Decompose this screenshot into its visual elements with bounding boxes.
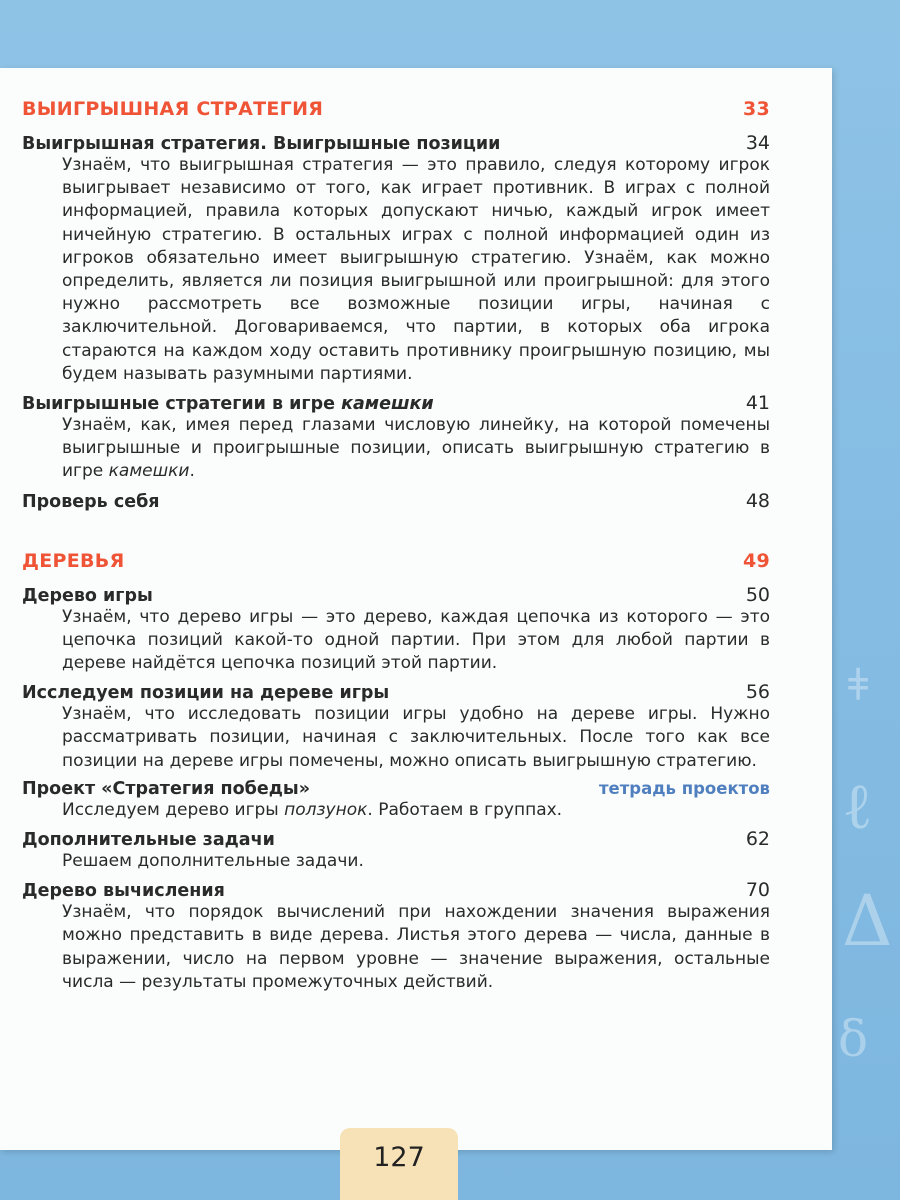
entry-description: Решаем дополнительные задачи. [62,851,364,872]
toc-entry [22,132,770,154]
entry-page: 34 [745,132,770,154]
toc-entry [22,779,770,799]
entry-title: Проект «Стратегия победы» [22,778,311,799]
page-number-badge [340,1128,458,1200]
table-of-contents [22,98,770,994]
entry-title: Выигрышные стратегии в игре камешки [22,394,434,415]
entry-title: Проверь себя [22,491,160,512]
entry-description: Узнаём, что дерево игры — это дерево, каждая цепочка из которого — это цепочка позиций какой-то одной партии. При этом для любой партии в дереве найдётся цепочка позиций этой партии. [62,606,770,674]
entry-title: Дерево игры [22,585,153,606]
section-title: ДЕРЕВЬЯ [22,549,125,572]
entry-description: Узнаём, что исследовать позиции игры удобно на дереве игры. Нужно рассматривать позиции, начиная с заключительных. После того как все позиции на дереве игры помечены, можно описать выигрышную стратегию. [62,704,770,771]
entry-page: 62 [745,828,770,851]
entry-title: Выигрышная стратегия. Выигрышные позиции [22,134,501,154]
entry-page: 50 [745,583,770,606]
entry-title: Дерево вычисления [22,881,225,902]
entry-description: Узнаём, как, имея перед глазами числовую линейку, на которой помечены выигрышные и проигрышные позиции, описать выигрышную стратегию в игре камешки. [62,415,770,482]
page-number: 127 [373,1142,425,1173]
contents-page [0,68,832,1150]
entry-page: тетрадь проектов [598,778,770,798]
toc-entry [22,584,770,606]
section-page: 33 [742,98,770,120]
toc-entry [22,490,770,512]
entry-page: 48 [745,489,770,512]
toc-entry [22,392,770,414]
entry-page: 41 [745,392,770,415]
entry-title: Исследуем позиции на дереве игры [22,683,390,704]
section-page: 49 [742,549,770,572]
section-title: ВЫИГРЫШНАЯ СТРАТЕГИЯ [22,98,324,120]
entry-page: 56 [745,681,770,704]
entry-page: 70 [745,879,770,902]
section-heading [22,550,770,572]
toc-entry [22,879,770,901]
entry-description: Узнаём, что выигрышная стратегия — это правило, следуя которому игрок выигрывает независимо от того, как играет противник. В играх с полной информацией, правила которых допускают ничью, каждый игрок имеет ничейную стратегию. В остальных играх с полной информацией один из игроков обязательно имеет выигрышную стратегию. Узнаём, как можно определить, является ли позиция выигрышной или проигрышной: для этого нужно рассмотреть все возможные позиции игры, начиная с заключительной. Договариваемся, что партии, в которых оба игрока стараются на каждом ходу оставить противнику проигрышную позицию, мы будем называть разумными партиями. [62,155,770,384]
entry-title: Дополнительные задачи [22,830,275,851]
toc-entry [22,828,770,850]
entry-description: Исследуем дерево игры ползунок. Работаем в группах. [62,799,563,820]
section-heading [22,98,770,120]
toc-entry [22,681,770,703]
entry-description: Узнаём, что порядок вычислений при нахождении значения выражения можно представить в виде дерева. Листья этого дерева — числа, данные в выражении, число на первом уровне — значение выражения, остальные числа — результаты промежуточных действий. [62,902,770,992]
